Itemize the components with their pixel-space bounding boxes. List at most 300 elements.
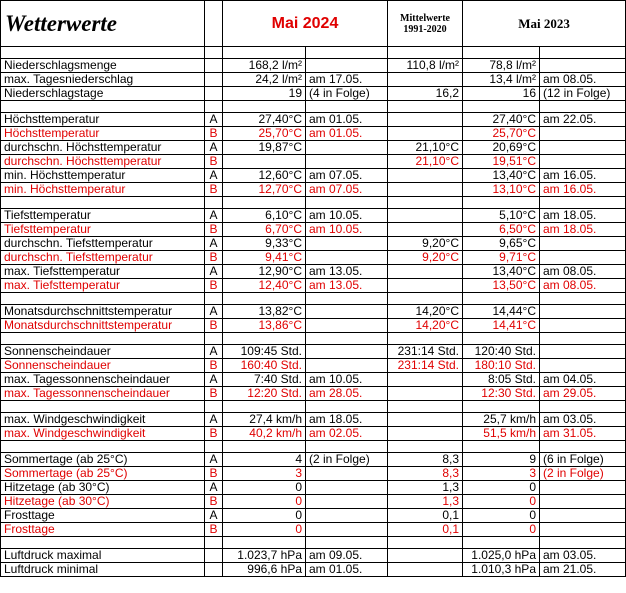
- note-current: [306, 345, 388, 359]
- spacer-row: [1, 101, 626, 113]
- note-current: [306, 359, 388, 373]
- header-current-month: Mai 2024: [223, 1, 388, 47]
- value-previous: 0: [463, 481, 540, 495]
- value-current: 12:20 Std.: [223, 387, 306, 401]
- note-current: [306, 467, 388, 481]
- station-code: B: [205, 155, 223, 169]
- row-label: Monatsdurchschnittstemperatur: [1, 305, 205, 319]
- station-code: A: [205, 509, 223, 523]
- spacer-cell: [540, 47, 626, 59]
- value-current: [223, 155, 306, 169]
- row-label: Luftdruck minimal: [1, 563, 205, 577]
- value-current: 6,70°C: [223, 223, 306, 237]
- row-label: Tiefsttemperatur: [1, 209, 205, 223]
- note-current: am 17.05.: [306, 73, 388, 87]
- note-previous: [540, 359, 626, 373]
- table-row: [1, 169, 626, 183]
- spacer-cell: [388, 333, 463, 345]
- value-previous: 13,40°C: [463, 265, 540, 279]
- note-previous: [540, 305, 626, 319]
- value-current: 0: [223, 495, 306, 509]
- note-previous: (6 in Folge): [540, 453, 626, 467]
- spacer-cell: [306, 441, 388, 453]
- value-previous: 180:10 Std.: [463, 359, 540, 373]
- station-code: [205, 59, 223, 73]
- spacer-cell: [463, 293, 540, 305]
- value-previous: 13,4 l/m²: [463, 73, 540, 87]
- value-current: 996,6 hPa: [223, 563, 306, 577]
- row-label: Sommertage (ab 25°C): [1, 453, 205, 467]
- spacer-cell: [1, 333, 205, 345]
- note-current: [306, 141, 388, 155]
- note-previous: am 03.05.: [540, 413, 626, 427]
- table-row: [1, 305, 626, 319]
- note-previous: [540, 345, 626, 359]
- spacer-cell: [205, 47, 223, 59]
- table-row: [1, 155, 626, 169]
- row-label: max. Tagessonnenscheindauer: [1, 373, 205, 387]
- spacer-cell: [463, 197, 540, 209]
- row-label: min. Höchsttemperatur: [1, 169, 205, 183]
- spacer-cell: [388, 537, 463, 549]
- station-code: B: [205, 467, 223, 481]
- value-current: 13,86°C: [223, 319, 306, 333]
- note-current: am 01.05.: [306, 113, 388, 127]
- table-row: [1, 427, 626, 441]
- note-current: (2 in Folge): [306, 453, 388, 467]
- row-label: Niederschlagstage: [1, 87, 205, 101]
- spacer-cell: [463, 47, 540, 59]
- value-mean: 8,3: [388, 453, 463, 467]
- spacer-cell: [223, 441, 306, 453]
- row-label: Sommertage (ab 25°C): [1, 467, 205, 481]
- note-previous: am 22.05.: [540, 113, 626, 127]
- table-row: [1, 237, 626, 251]
- value-current: 13,82°C: [223, 305, 306, 319]
- spacer-cell: [540, 293, 626, 305]
- value-mean: [388, 427, 463, 441]
- spacer-cell: [540, 441, 626, 453]
- value-current: 3: [223, 467, 306, 481]
- value-previous: 19,51°C: [463, 155, 540, 169]
- spacer-cell: [306, 401, 388, 413]
- station-code: [205, 73, 223, 87]
- station-code: B: [205, 183, 223, 197]
- station-code: A: [205, 113, 223, 127]
- spacer-cell: [1, 401, 205, 413]
- table-row: [1, 141, 626, 155]
- note-previous: (2 in Folge): [540, 467, 626, 481]
- row-label: Hitzetage (ab 30°C): [1, 481, 205, 495]
- value-mean: [388, 549, 463, 563]
- table-row: [1, 467, 626, 481]
- station-code: [205, 87, 223, 101]
- value-mean: 14,20°C: [388, 305, 463, 319]
- spacer-cell: [223, 401, 306, 413]
- station-code: [205, 563, 223, 577]
- station-code: A: [205, 209, 223, 223]
- note-previous: am 08.05.: [540, 73, 626, 87]
- value-mean: 9,20°C: [388, 251, 463, 265]
- note-current: am 10.05.: [306, 209, 388, 223]
- value-current: 27,4 km/h: [223, 413, 306, 427]
- note-current: [306, 481, 388, 495]
- header-mean-line1: Mittelwerte: [400, 12, 450, 24]
- value-current: 25,70°C: [223, 127, 306, 141]
- value-previous: 51,5 km/h: [463, 427, 540, 441]
- value-current: 9,33°C: [223, 237, 306, 251]
- spacer-cell: [223, 47, 306, 59]
- row-label: Niederschlagsmenge: [1, 59, 205, 73]
- value-mean: [388, 279, 463, 293]
- note-current: [306, 237, 388, 251]
- note-previous: [540, 481, 626, 495]
- note-previous: [540, 141, 626, 155]
- table-row: [1, 549, 626, 563]
- spacer-row: [1, 441, 626, 453]
- table-row: [1, 127, 626, 141]
- value-mean: 1,3: [388, 481, 463, 495]
- spacer-cell: [1, 293, 205, 305]
- table-row: [1, 113, 626, 127]
- row-label: durchschn. Tiefsttemperatur: [1, 237, 205, 251]
- spacer-row: [1, 197, 626, 209]
- note-previous: am 31.05.: [540, 427, 626, 441]
- value-mean: 0,1: [388, 509, 463, 523]
- spacer-row: [1, 47, 626, 59]
- spacer-row: [1, 293, 626, 305]
- value-current: 0: [223, 523, 306, 537]
- station-code: B: [205, 279, 223, 293]
- note-current: am 13.05.: [306, 265, 388, 279]
- station-code: B: [205, 359, 223, 373]
- station-code: A: [205, 305, 223, 319]
- value-current: 12,40°C: [223, 279, 306, 293]
- value-mean: [388, 387, 463, 401]
- value-current: 12,90°C: [223, 265, 306, 279]
- page-title: Wetterwerte: [1, 1, 205, 47]
- spacer-cell: [205, 333, 223, 345]
- table-row: [1, 279, 626, 293]
- value-mean: [388, 169, 463, 183]
- value-previous: 9: [463, 453, 540, 467]
- station-code: A: [205, 481, 223, 495]
- row-label: min. Höchsttemperatur: [1, 183, 205, 197]
- spacer-cell: [540, 333, 626, 345]
- station-code: A: [205, 141, 223, 155]
- value-previous: 13,50°C: [463, 279, 540, 293]
- table-row: [1, 223, 626, 237]
- value-previous: 13,10°C: [463, 183, 540, 197]
- value-current: 19: [223, 87, 306, 101]
- value-previous: 9,71°C: [463, 251, 540, 265]
- value-current: 9,41°C: [223, 251, 306, 265]
- spacer-cell: [223, 197, 306, 209]
- row-label: Frosttage: [1, 509, 205, 523]
- value-current: 4: [223, 453, 306, 467]
- row-label: max. Tagesniederschlag: [1, 73, 205, 87]
- note-previous: (12 in Folge): [540, 87, 626, 101]
- note-current: [306, 155, 388, 169]
- row-label: Monatsdurchschnittstemperatur: [1, 319, 205, 333]
- value-current: 7:40 Std.: [223, 373, 306, 387]
- station-code: B: [205, 223, 223, 237]
- value-mean: 231:14 Std.: [388, 359, 463, 373]
- spacer-cell: [1, 537, 205, 549]
- note-previous: am 29.05.: [540, 387, 626, 401]
- note-current: am 01.05.: [306, 563, 388, 577]
- note-current: [306, 319, 388, 333]
- value-previous: 16: [463, 87, 540, 101]
- table-row: [1, 87, 626, 101]
- value-previous: 6,50°C: [463, 223, 540, 237]
- header-row: [1, 1, 626, 47]
- spacer-cell: [306, 101, 388, 113]
- note-previous: am 04.05.: [540, 373, 626, 387]
- note-current: [306, 251, 388, 265]
- spacer-cell: [306, 197, 388, 209]
- station-code: B: [205, 523, 223, 537]
- spacer-cell: [205, 401, 223, 413]
- station-code: [205, 549, 223, 563]
- station-code: B: [205, 127, 223, 141]
- spacer-cell: [388, 401, 463, 413]
- spacer-row: [1, 333, 626, 345]
- value-mean: 231:14 Std.: [388, 345, 463, 359]
- table-row: [1, 59, 626, 73]
- note-previous: [540, 495, 626, 509]
- value-mean: [388, 73, 463, 87]
- row-label: Sonnenscheindauer: [1, 345, 205, 359]
- table-row: [1, 359, 626, 373]
- row-label: Höchsttemperatur: [1, 127, 205, 141]
- spacer-cell: [1, 101, 205, 113]
- header-mean-line2: 1991-2020: [403, 23, 447, 35]
- value-mean: 16,2: [388, 87, 463, 101]
- value-previous: 14,44°C: [463, 305, 540, 319]
- row-label: Hitzetage (ab 30°C): [1, 495, 205, 509]
- note-current: [306, 523, 388, 537]
- value-current: 40,2 km/h: [223, 427, 306, 441]
- note-current: am 01.05.: [306, 127, 388, 141]
- value-current: 168,2 l/m²: [223, 59, 306, 73]
- spacer-row: [1, 401, 626, 413]
- note-previous: am 16.05.: [540, 169, 626, 183]
- note-previous: am 08.05.: [540, 279, 626, 293]
- value-previous: 13,40°C: [463, 169, 540, 183]
- spacer-cell: [388, 101, 463, 113]
- value-previous: 1.010,3 hPa: [463, 563, 540, 577]
- spacer-cell: [388, 293, 463, 305]
- table-row: [1, 209, 626, 223]
- value-current: 12,60°C: [223, 169, 306, 183]
- value-previous: 12:30 Std.: [463, 387, 540, 401]
- value-previous: 27,40°C: [463, 113, 540, 127]
- note-current: am 28.05.: [306, 387, 388, 401]
- value-mean: 21,10°C: [388, 141, 463, 155]
- spacer-cell: [205, 197, 223, 209]
- note-previous: am 21.05.: [540, 563, 626, 577]
- note-current: am 07.05.: [306, 169, 388, 183]
- station-code: A: [205, 373, 223, 387]
- table-row: [1, 319, 626, 333]
- spacer-cell: [223, 293, 306, 305]
- note-previous: am 18.05.: [540, 223, 626, 237]
- spacer-cell: [463, 333, 540, 345]
- table-row: [1, 481, 626, 495]
- note-previous: [540, 59, 626, 73]
- value-previous: 14,41°C: [463, 319, 540, 333]
- spacer-cell: [540, 537, 626, 549]
- spacer-cell: [223, 333, 306, 345]
- value-current: 0: [223, 481, 306, 495]
- note-previous: am 08.05.: [540, 265, 626, 279]
- value-mean: [388, 183, 463, 197]
- note-current: [306, 509, 388, 523]
- station-code: B: [205, 427, 223, 441]
- note-previous: [540, 509, 626, 523]
- table-row: [1, 509, 626, 523]
- value-mean: [388, 113, 463, 127]
- value-mean: [388, 223, 463, 237]
- note-current: (4 in Folge): [306, 87, 388, 101]
- spacer-cell: [388, 441, 463, 453]
- value-current: 0: [223, 509, 306, 523]
- value-current: 19,87°C: [223, 141, 306, 155]
- value-previous: 20,69°C: [463, 141, 540, 155]
- note-previous: [540, 319, 626, 333]
- row-label: durchschn. Tiefsttemperatur: [1, 251, 205, 265]
- station-code: B: [205, 319, 223, 333]
- header-mean: [388, 1, 463, 47]
- value-current: 109:45 Std.: [223, 345, 306, 359]
- spacer-cell: [306, 333, 388, 345]
- value-mean: [388, 413, 463, 427]
- station-code: B: [205, 495, 223, 509]
- station-code: B: [205, 387, 223, 401]
- header-station-cell: [205, 1, 223, 47]
- value-previous: 0: [463, 495, 540, 509]
- table-row: [1, 413, 626, 427]
- spacer-cell: [463, 101, 540, 113]
- note-current: am 13.05.: [306, 279, 388, 293]
- value-previous: 78,8 l/m²: [463, 59, 540, 73]
- value-current: 24,2 l/m²: [223, 73, 306, 87]
- row-label: Luftdruck maximal: [1, 549, 205, 563]
- spacer-cell: [463, 537, 540, 549]
- note-previous: am 03.05.: [540, 549, 626, 563]
- note-current: am 10.05.: [306, 373, 388, 387]
- value-previous: 3: [463, 467, 540, 481]
- row-label: max. Windgeschwindigkeit: [1, 413, 205, 427]
- spacer-cell: [205, 101, 223, 113]
- value-previous: 9,65°C: [463, 237, 540, 251]
- note-current: am 07.05.: [306, 183, 388, 197]
- spacer-cell: [223, 101, 306, 113]
- station-code: A: [205, 169, 223, 183]
- value-mean: 1,3: [388, 495, 463, 509]
- spacer-cell: [388, 47, 463, 59]
- value-previous: 0: [463, 523, 540, 537]
- note-previous: [540, 127, 626, 141]
- table-row: [1, 73, 626, 87]
- spacer-cell: [306, 537, 388, 549]
- value-mean: 0,1: [388, 523, 463, 537]
- table-row: [1, 387, 626, 401]
- value-current: 27,40°C: [223, 113, 306, 127]
- header-previous-month: Mai 2023: [463, 1, 626, 47]
- station-code: A: [205, 453, 223, 467]
- spacer-cell: [205, 441, 223, 453]
- spacer-cell: [205, 537, 223, 549]
- note-previous: am 18.05.: [540, 209, 626, 223]
- value-mean: [388, 563, 463, 577]
- spacer-cell: [205, 293, 223, 305]
- row-label: max. Tiefsttemperatur: [1, 265, 205, 279]
- table-row: [1, 251, 626, 265]
- note-previous: [540, 155, 626, 169]
- value-previous: 5,10°C: [463, 209, 540, 223]
- row-label: Höchsttemperatur: [1, 113, 205, 127]
- value-mean: 21,10°C: [388, 155, 463, 169]
- spacer-cell: [540, 401, 626, 413]
- note-current: am 10.05.: [306, 223, 388, 237]
- row-label: max. Windgeschwindigkeit: [1, 427, 205, 441]
- value-previous: 8:05 Std.: [463, 373, 540, 387]
- value-mean: 9,20°C: [388, 237, 463, 251]
- spacer-cell: [1, 197, 205, 209]
- row-label: max. Tagessonnenscheindauer: [1, 387, 205, 401]
- spacer-cell: [1, 441, 205, 453]
- value-current: 1.023,7 hPa: [223, 549, 306, 563]
- note-current: am 02.05.: [306, 427, 388, 441]
- value-mean: [388, 127, 463, 141]
- value-mean: 8,3: [388, 467, 463, 481]
- row-label: Sonnenscheindauer: [1, 359, 205, 373]
- station-code: A: [205, 345, 223, 359]
- note-previous: [540, 251, 626, 265]
- value-mean: [388, 209, 463, 223]
- table-row: [1, 345, 626, 359]
- value-current: 160:40 Std.: [223, 359, 306, 373]
- note-previous: [540, 237, 626, 251]
- spacer-cell: [306, 47, 388, 59]
- spacer-cell: [223, 537, 306, 549]
- row-label: max. Tiefsttemperatur: [1, 279, 205, 293]
- value-current: 6,10°C: [223, 209, 306, 223]
- row-label: Tiefsttemperatur: [1, 223, 205, 237]
- spacer-cell: [540, 197, 626, 209]
- table-row: [1, 523, 626, 537]
- table-row: [1, 453, 626, 467]
- spacer-cell: [1, 47, 205, 59]
- table-row: [1, 183, 626, 197]
- note-current: am 18.05.: [306, 413, 388, 427]
- value-mean: 110,8 l/m²: [388, 59, 463, 73]
- spacer-row: [1, 537, 626, 549]
- spacer-cell: [388, 197, 463, 209]
- table-row: [1, 265, 626, 279]
- note-current: [306, 495, 388, 509]
- spacer-cell: [463, 401, 540, 413]
- value-mean: [388, 373, 463, 387]
- value-previous: 1.025,0 hPa: [463, 549, 540, 563]
- note-current: [306, 305, 388, 319]
- value-mean: [388, 265, 463, 279]
- value-previous: 0: [463, 509, 540, 523]
- value-previous: 25,70°C: [463, 127, 540, 141]
- note-previous: am 16.05.: [540, 183, 626, 197]
